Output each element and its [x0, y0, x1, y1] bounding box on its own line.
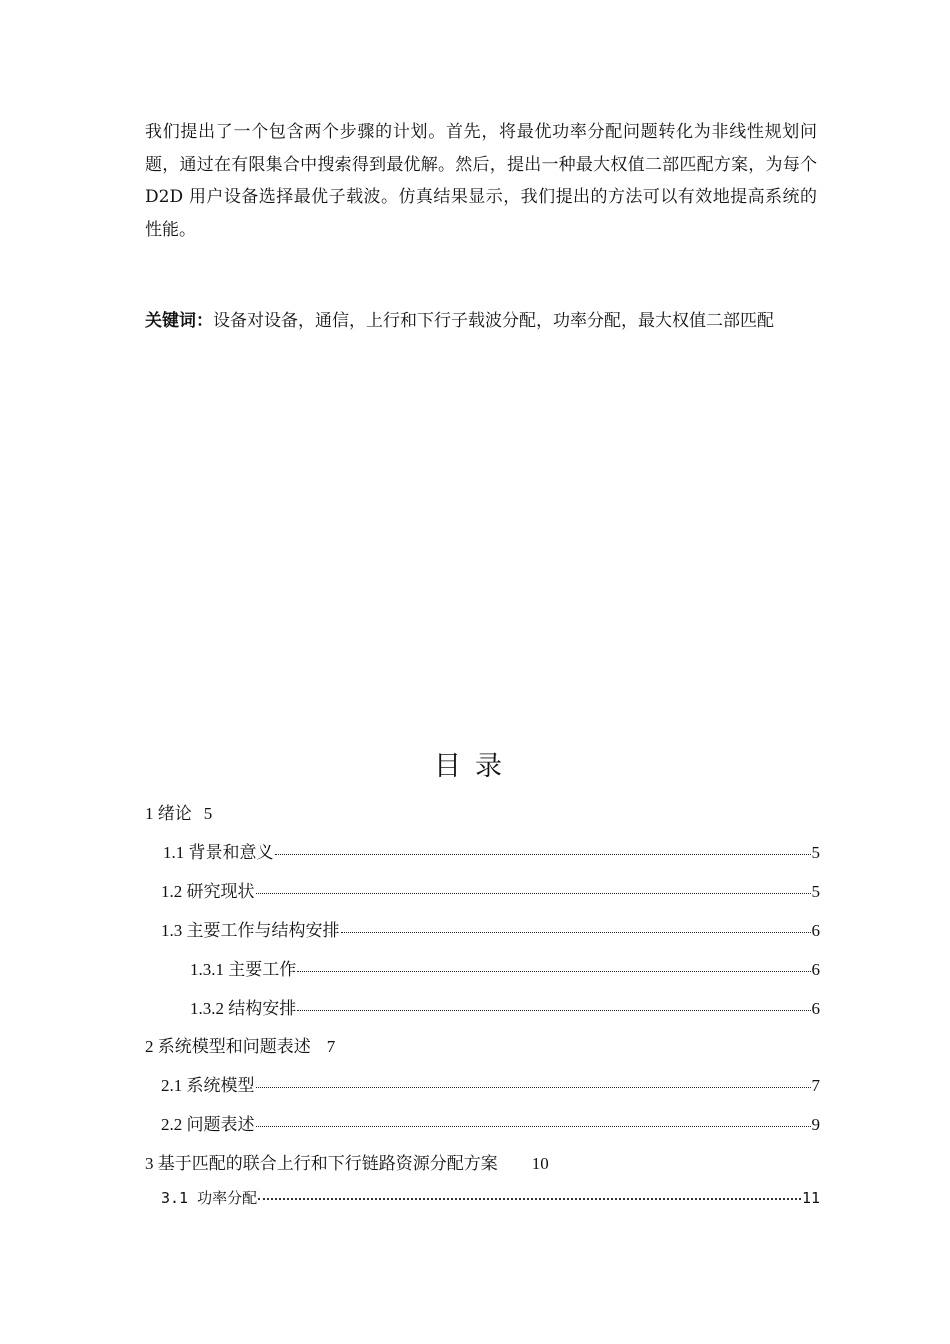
toc-entry-1-3-2[interactable]: [190, 994, 820, 1019]
toc-leader-dots: [297, 971, 810, 972]
toc-entry-label: 1 绪论: [145, 804, 192, 823]
toc-entry-label: 2 系统模型和问题表述: [145, 1037, 311, 1056]
toc-leader-dots: [275, 854, 811, 855]
toc-leader-dots: [297, 1010, 810, 1011]
toc-entry-label: 3.1 功率分配: [161, 1189, 258, 1207]
toc-entry-page: 11: [801, 1189, 820, 1207]
toc-entry-1-1[interactable]: [163, 838, 820, 863]
toc-leader-dots: [258, 1198, 801, 1200]
toc-leader-dots: [341, 932, 811, 933]
toc-entry-label: 1.3.2 结构安排: [190, 999, 297, 1018]
toc-entry-label: 2.1 系统模型: [161, 1076, 255, 1095]
toc-leader-dots: [256, 1087, 811, 1088]
toc-entry-1-2[interactable]: [161, 877, 820, 902]
toc-entry-page: 7: [326, 1037, 336, 1056]
toc-entry-page: 6: [811, 999, 820, 1018]
toc-entry-chapter-2[interactable]: [145, 1032, 335, 1057]
toc-entry-3-1[interactable]: [161, 1187, 820, 1208]
toc-entry-page: 9: [811, 1115, 820, 1134]
toc-entry-1-3[interactable]: [161, 916, 820, 941]
toc-entry-page: 7: [811, 1076, 820, 1095]
toc-entry-label: 2.2 问题表述: [161, 1115, 255, 1134]
keywords-text: 设备对设备，通信，上行和下行子载波分配，功率分配，最大权值二部匹配: [213, 311, 774, 331]
toc-entry-page: 10: [531, 1154, 549, 1173]
toc-entry-label: 1.3 主要工作与结构安排: [161, 921, 340, 940]
toc-entry-page: 6: [811, 960, 820, 979]
toc-entry-label: 1.3.1 主要工作: [190, 960, 297, 979]
keywords-label: 关键词：: [145, 311, 213, 331]
abstract-paragraph: 我们提出了一个包含两个步骤的计划。首先，将最优功率分配问题转化为非线性规划问题，通过在有限集合中搜索得到最优解。然后，提出一种最大权值二部匹配方案，为每个 D2D 用户设备选择最优子载波。仿真结果显示，我们提出的方法可以有效地提高系统的性能。: [145, 122, 817, 240]
toc-entry-2-1[interactable]: [161, 1071, 820, 1096]
toc-leader-dots: [256, 893, 811, 894]
toc-entry-label: 3 基于匹配的联合上行和下行链路资源分配方案: [145, 1154, 498, 1173]
toc-entry-2-2[interactable]: [161, 1110, 820, 1135]
toc-entry-page: 5: [203, 804, 213, 823]
toc-entry-page: 5: [811, 843, 820, 862]
keywords-line: [145, 304, 817, 338]
toc-entry-chapter-1[interactable]: [145, 799, 212, 824]
toc-entry-label: 1.1 背景和意义: [163, 843, 274, 862]
toc-entry-label: 1.2 研究现状: [161, 882, 255, 901]
toc-entry-page: 5: [811, 882, 820, 901]
toc-title: 目录: [434, 751, 516, 782]
toc-leader-dots: [256, 1126, 811, 1127]
toc-entry-page: 6: [811, 921, 820, 940]
toc-entry-1-3-1[interactable]: [190, 955, 820, 980]
toc-entry-chapter-3[interactable]: [145, 1149, 549, 1174]
